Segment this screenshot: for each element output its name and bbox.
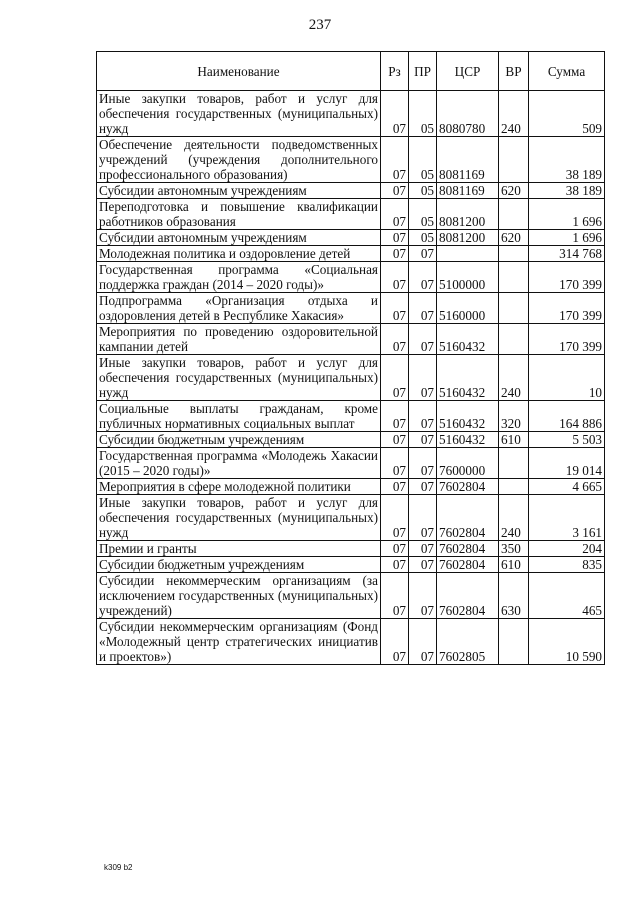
- cell-name: Субсидии некоммерческим организациям (за исключением государственных (муниципальных) учреждений): [97, 573, 381, 619]
- cell-csr: 5160432: [437, 324, 499, 355]
- cell-csr: 8080780: [437, 91, 499, 137]
- cell-pr: 07: [409, 355, 437, 401]
- cell-csr: 7602805: [437, 619, 499, 665]
- cell-name: Иные закупки товаров, работ и услуг для обеспечения государственных (муниципальных) нужд: [97, 91, 381, 137]
- cell-pr: 05: [409, 91, 437, 137]
- header-vr: ВР: [499, 52, 529, 91]
- cell-sum: 1 696: [529, 199, 605, 230]
- cell-sum: 4 665: [529, 479, 605, 495]
- table-row: [97, 401, 605, 432]
- cell-sum: 314 768: [529, 246, 605, 262]
- cell-vr: 240: [499, 355, 529, 401]
- cell-pr: 07: [409, 557, 437, 573]
- cell-pr: 07: [409, 324, 437, 355]
- cell-sum: 164 886: [529, 401, 605, 432]
- cell-pr: 05: [409, 199, 437, 230]
- table-row: [97, 355, 605, 401]
- cell-rz: 07: [381, 448, 409, 479]
- cell-vr: 240: [499, 495, 529, 541]
- table-row: [97, 137, 605, 183]
- cell-rz: 07: [381, 324, 409, 355]
- cell-sum: 204: [529, 541, 605, 557]
- cell-csr: 7602804: [437, 573, 499, 619]
- cell-rz: 07: [381, 432, 409, 448]
- table-body: [97, 91, 605, 665]
- header-name: Наименование: [97, 52, 381, 91]
- table-row: [97, 324, 605, 355]
- table-row: [97, 293, 605, 324]
- cell-sum: 19 014: [529, 448, 605, 479]
- cell-csr: 8081169: [437, 183, 499, 199]
- cell-rz: 07: [381, 495, 409, 541]
- cell-name: Субсидии некоммерческим организациям (Фонд «Молодежный центр стратегических инициатив и проектов»): [97, 619, 381, 665]
- cell-sum: 5 503: [529, 432, 605, 448]
- cell-sum: 3 161: [529, 495, 605, 541]
- cell-pr: 07: [409, 495, 437, 541]
- header-sum: Сумма: [529, 52, 605, 91]
- cell-vr: 620: [499, 230, 529, 246]
- cell-pr: 07: [409, 541, 437, 557]
- cell-vr: [499, 479, 529, 495]
- cell-pr: 07: [409, 293, 437, 324]
- table-row: [97, 495, 605, 541]
- cell-csr: 7600000: [437, 448, 499, 479]
- cell-name: Субсидии бюджетным учреждениям: [97, 432, 381, 448]
- cell-csr: 5100000: [437, 262, 499, 293]
- table-row: [97, 432, 605, 448]
- cell-csr: 7602804: [437, 541, 499, 557]
- page-number: 237: [308, 17, 332, 33]
- cell-sum: 509: [529, 91, 605, 137]
- cell-csr: 8081200: [437, 230, 499, 246]
- cell-vr: [499, 137, 529, 183]
- header-pr: ПР: [409, 52, 437, 91]
- cell-csr: 5160432: [437, 432, 499, 448]
- table-row: [97, 262, 605, 293]
- cell-sum: 10: [529, 355, 605, 401]
- cell-name: Мероприятия в сфере молодежной политики: [97, 479, 381, 495]
- cell-vr: 630: [499, 573, 529, 619]
- cell-sum: 1 696: [529, 230, 605, 246]
- cell-name: Иные закупки товаров, работ и услуг для обеспечения государственных (муниципальных) нужд: [97, 355, 381, 401]
- cell-vr: 620: [499, 183, 529, 199]
- table-row: [97, 199, 605, 230]
- table-row: [97, 448, 605, 479]
- table-row: [97, 230, 605, 246]
- cell-vr: [499, 448, 529, 479]
- table-row: [97, 573, 605, 619]
- cell-csr: 8081169: [437, 137, 499, 183]
- cell-rz: 07: [381, 401, 409, 432]
- footer-code: k309 b2: [104, 863, 133, 872]
- header-csr: ЦСР: [437, 52, 499, 91]
- cell-sum: 465: [529, 573, 605, 619]
- cell-rz: 07: [381, 557, 409, 573]
- cell-rz: 07: [381, 541, 409, 557]
- cell-vr: [499, 324, 529, 355]
- cell-pr: 07: [409, 448, 437, 479]
- cell-pr: 07: [409, 573, 437, 619]
- cell-pr: 07: [409, 619, 437, 665]
- cell-pr: 05: [409, 230, 437, 246]
- cell-rz: 07: [381, 573, 409, 619]
- cell-name: Государственная программа «Социальная поддержка граждан (2014 – 2020 годы)»: [97, 262, 381, 293]
- cell-sum: 835: [529, 557, 605, 573]
- cell-vr: [499, 199, 529, 230]
- cell-pr: 05: [409, 183, 437, 199]
- cell-sum: 38 189: [529, 183, 605, 199]
- cell-rz: 07: [381, 230, 409, 246]
- table-row: [97, 479, 605, 495]
- cell-pr: 07: [409, 432, 437, 448]
- cell-pr: 07: [409, 246, 437, 262]
- cell-name: Субсидии автономным учреждениям: [97, 183, 381, 199]
- cell-name: Мероприятия по проведению оздоровительной кампании детей: [97, 324, 381, 355]
- cell-sum: 10 590: [529, 619, 605, 665]
- cell-csr: 7602804: [437, 495, 499, 541]
- cell-name: Молодежная политика и оздоровление детей: [97, 246, 381, 262]
- table-header-row: [97, 52, 605, 91]
- cell-name: Субсидии автономным учреждениям: [97, 230, 381, 246]
- cell-vr: [499, 619, 529, 665]
- cell-pr: 07: [409, 401, 437, 432]
- cell-vr: 610: [499, 432, 529, 448]
- cell-vr: 240: [499, 91, 529, 137]
- cell-vr: 350: [499, 541, 529, 557]
- cell-sum: 170 399: [529, 293, 605, 324]
- table-row: [97, 541, 605, 557]
- table-row: [97, 557, 605, 573]
- cell-pr: 05: [409, 137, 437, 183]
- table-row: [97, 246, 605, 262]
- cell-csr: 8081200: [437, 199, 499, 230]
- cell-sum: 170 399: [529, 262, 605, 293]
- cell-name: Государственная программа «Молодежь Хакасии (2015 – 2020 годы)»: [97, 448, 381, 479]
- budget-table: [96, 51, 605, 665]
- cell-rz: 07: [381, 619, 409, 665]
- cell-sum: 170 399: [529, 324, 605, 355]
- cell-pr: 07: [409, 479, 437, 495]
- cell-csr: [437, 246, 499, 262]
- cell-name: Субсидии бюджетным учреждениям: [97, 557, 381, 573]
- cell-rz: 07: [381, 293, 409, 324]
- cell-csr: 5160432: [437, 401, 499, 432]
- cell-rz: 07: [381, 479, 409, 495]
- cell-rz: 07: [381, 262, 409, 293]
- cell-pr: 07: [409, 262, 437, 293]
- cell-rz: 07: [381, 246, 409, 262]
- cell-name: Переподготовка и повышение квалификации работников образования: [97, 199, 381, 230]
- table-row: [97, 619, 605, 665]
- cell-rz: 07: [381, 355, 409, 401]
- cell-name: Подпрограмма «Организация отдыха и оздоровления детей в Республике Хакасия»: [97, 293, 381, 324]
- cell-name: Социальные выплаты гражданам, кроме публичных нормативных социальных выплат: [97, 401, 381, 432]
- cell-name: Обеспечение деятельности подведомственных учреждений (учреждения дополнительного профессионального образования): [97, 137, 381, 183]
- table-row: [97, 91, 605, 137]
- cell-name: Премии и гранты: [97, 541, 381, 557]
- header-rz: Рз: [381, 52, 409, 91]
- cell-rz: 07: [381, 183, 409, 199]
- cell-vr: 320: [499, 401, 529, 432]
- cell-name: Иные закупки товаров, работ и услуг для обеспечения государственных (муниципальных) нужд: [97, 495, 381, 541]
- cell-csr: 5160000: [437, 293, 499, 324]
- cell-csr: 7602804: [437, 557, 499, 573]
- cell-csr: 7602804: [437, 479, 499, 495]
- cell-vr: [499, 293, 529, 324]
- cell-rz: 07: [381, 91, 409, 137]
- cell-rz: 07: [381, 199, 409, 230]
- cell-vr: [499, 246, 529, 262]
- table-row: [97, 183, 605, 199]
- cell-vr: [499, 262, 529, 293]
- cell-vr: 610: [499, 557, 529, 573]
- cell-rz: 07: [381, 137, 409, 183]
- cell-sum: 38 189: [529, 137, 605, 183]
- cell-csr: 5160432: [437, 355, 499, 401]
